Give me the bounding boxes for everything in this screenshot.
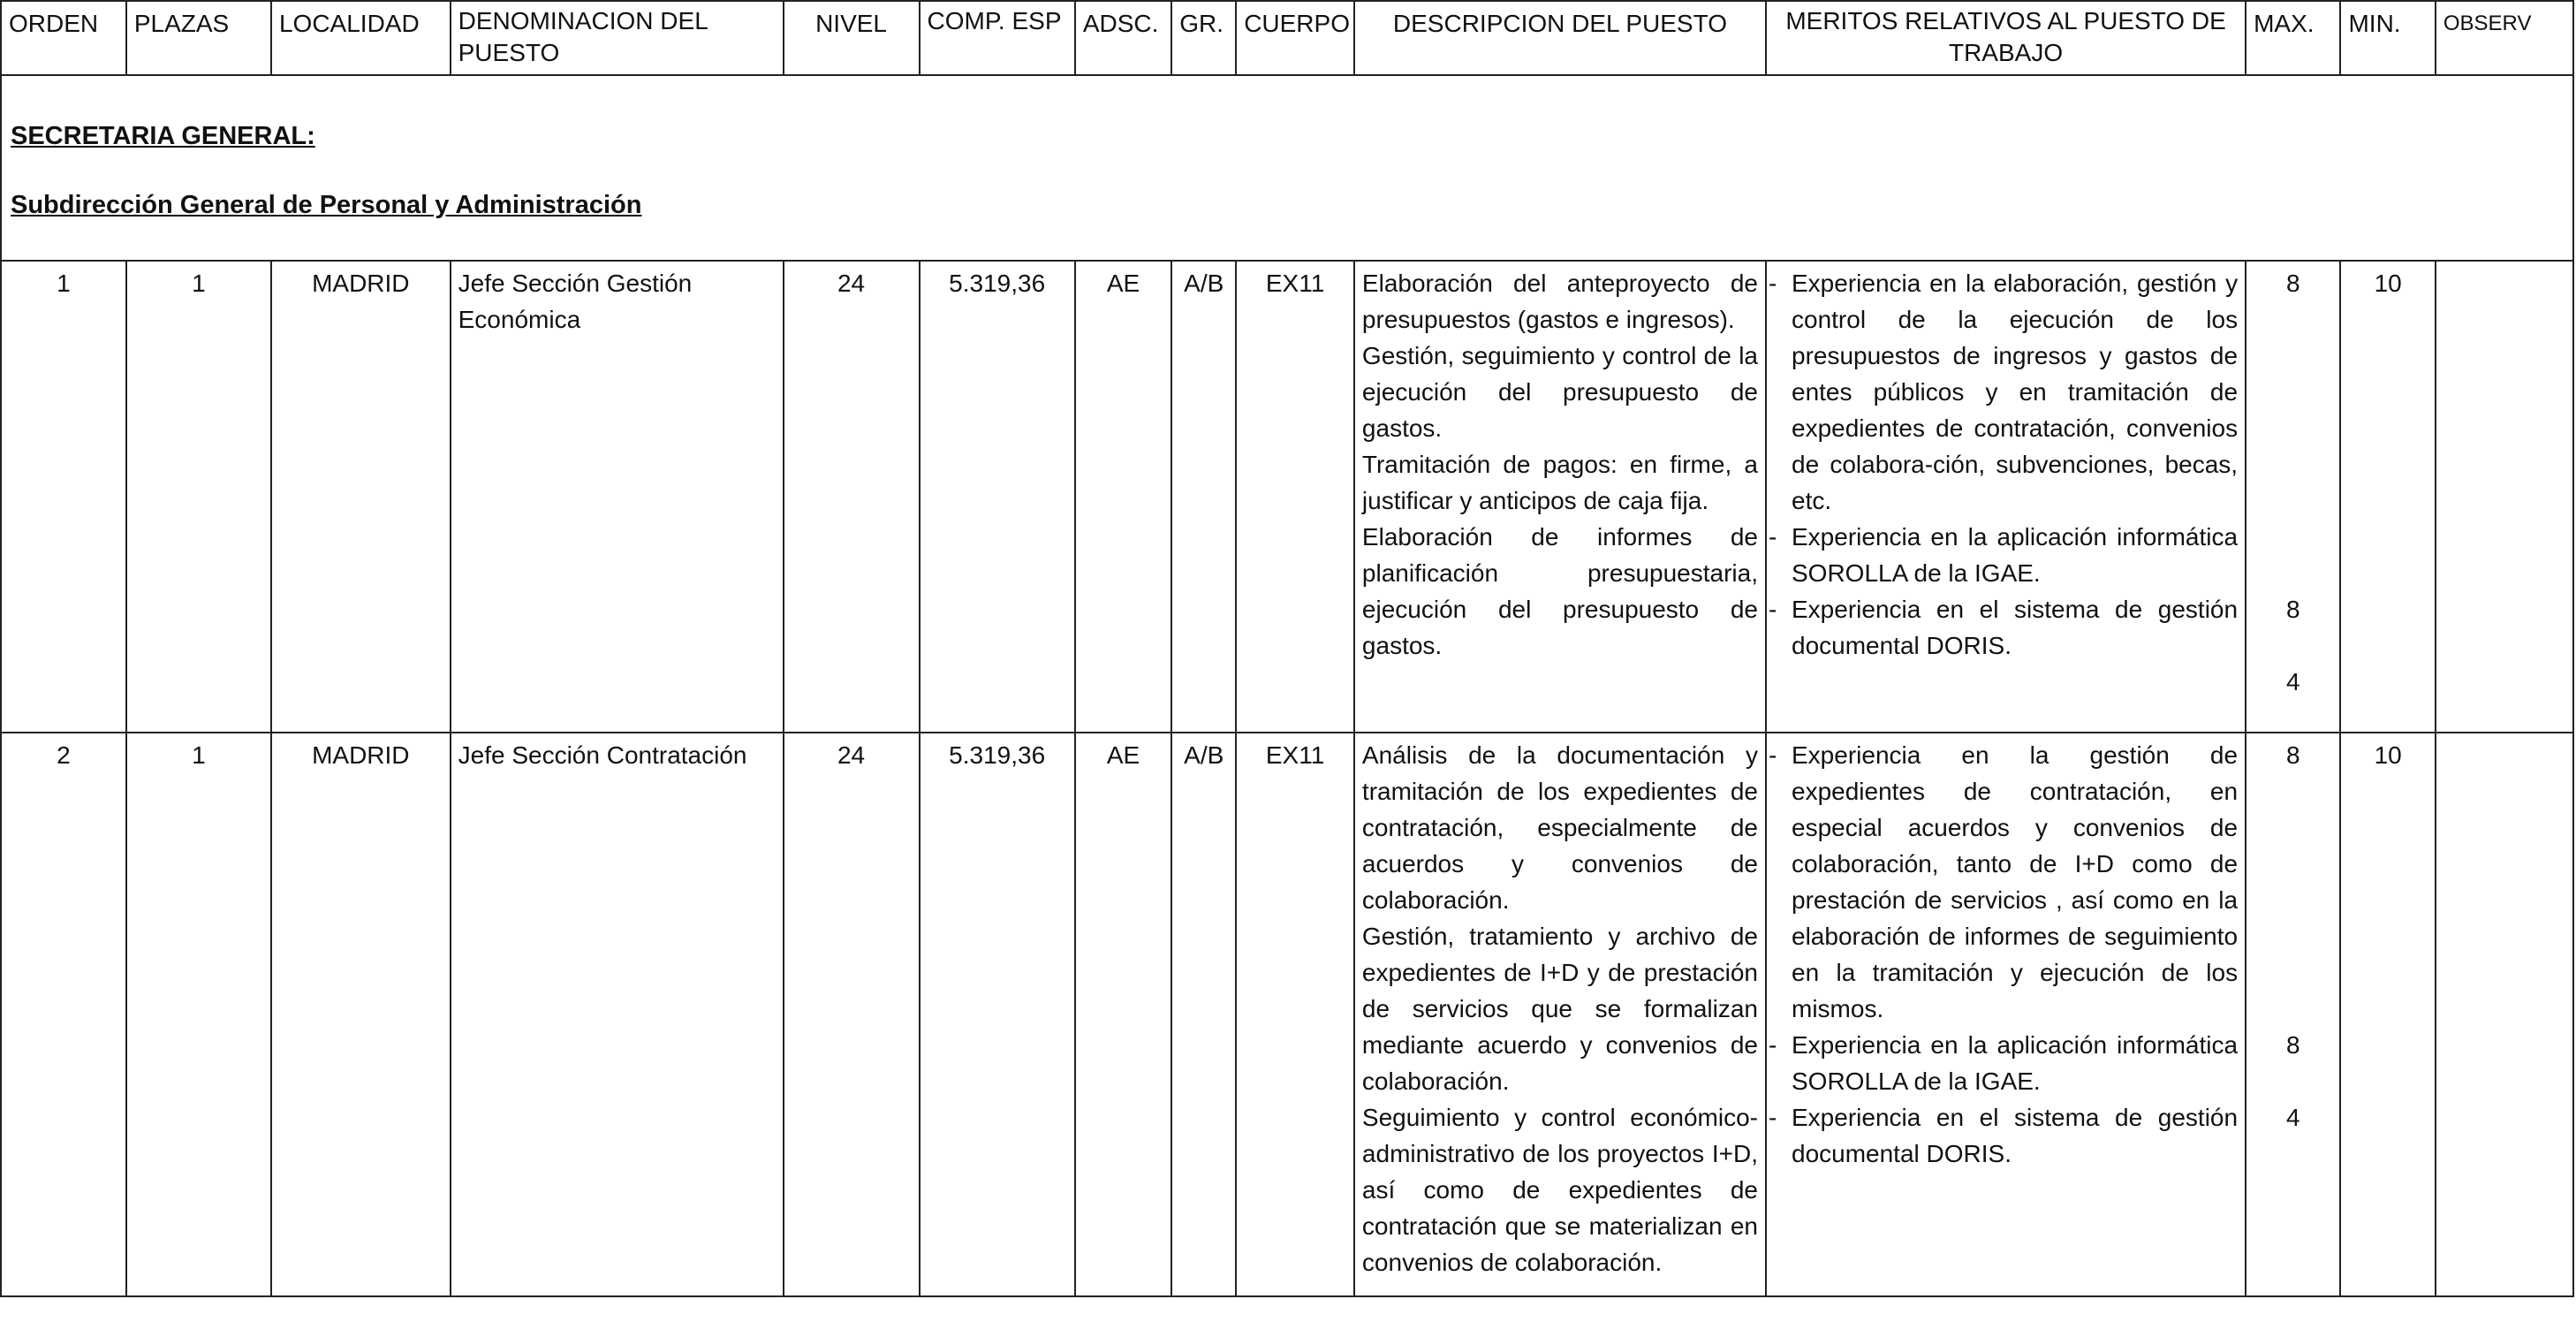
adsc-cell: AE (1075, 733, 1171, 1296)
max-value: 8 (2285, 596, 2300, 623)
header-max: MAX. (2246, 1, 2340, 75)
header-denominacion: DENOMINACION DEL PUESTO (451, 1, 784, 75)
descripcion-paragraph: Seguimiento y control económico-administrativo de los proyectos I+D, así como de expedientes de contratación que se materializan en convenios de colaboración. (1361, 1104, 1758, 1276)
header-plazas: PLAZAS (126, 1, 271, 75)
min-cell: 10 (2340, 733, 2435, 1296)
orden-cell: 1 (1, 261, 126, 733)
section-row (1, 75, 2573, 261)
dash-bullet: - (1769, 1031, 1777, 1059)
header-observ: OBSERV (2436, 1, 2573, 75)
merit-text: Experiencia en el sistema de gestión documental DORIS. (1792, 1104, 2239, 1167)
descripcion-paragraph: Análisis de la documentación y tramitación de los expedientes de contratación, especialmente de acuerdos y convenios de colaboración. (1361, 741, 1758, 914)
header-nivel: NIVEL (784, 1, 920, 75)
descripcion-cell (1354, 261, 1766, 733)
descripcion-paragraph: Gestión, tratamiento y archivo de expedientes de I+D y de prestación de servicios que se formalizan mediante acuerdo y convenios de colaboración. (1361, 923, 1758, 1095)
meritos-cell (1766, 261, 2246, 733)
header-gr: GR. (1171, 1, 1236, 75)
dash-bullet: - (1769, 270, 1777, 297)
comp-esp-cell: 5.319,36 (920, 261, 1075, 733)
adsc-cell: AE (1075, 261, 1171, 733)
cuerpo-cell: EX11 (1236, 261, 1354, 733)
max-value: 4 (2285, 668, 2300, 695)
comp-esp-cell: 5.319,36 (920, 733, 1075, 1296)
meritos-cell (1766, 733, 2246, 1296)
merit-text: Experiencia en la gestión de expedientes de contratación, en especial acuerdos y convenios de colaboración, tanto de I+D como de prestación de servicios , así como en la elaboración de informes de seguimiento en la tramitación y ejecución de los mismos. (1792, 741, 2239, 1022)
observ-cell (2436, 733, 2573, 1296)
header-meritos: MERITOS RELATIVOS AL PUESTO DE TRABAJO (1766, 1, 2246, 75)
nivel-cell: 24 (784, 261, 920, 733)
header-orden: ORDEN (1, 1, 126, 75)
max-value: 4 (2285, 1104, 2300, 1131)
table-row (1, 733, 2573, 1296)
localidad-cell: MADRID (271, 733, 451, 1296)
header-comp-esp: COMP. ESP (920, 1, 1075, 75)
merit-text: Experiencia en el sistema de gestión documental DORIS. (1792, 596, 2239, 659)
localidad-cell: MADRID (271, 261, 451, 733)
descripcion-paragraph: Elaboración de informes de planificación presupuestaria, ejecución del presupuesto de gastos. (1361, 523, 1758, 659)
observ-cell (2436, 261, 2573, 733)
dash-bullet: - (1769, 596, 1777, 623)
merit-text: Experiencia en la aplicación informática SOROLLA de la IGAE. (1792, 1031, 2239, 1095)
section-cell (1, 75, 2573, 261)
merit-text: Experiencia en la aplicación informática SOROLLA de la IGAE. (1792, 523, 2239, 587)
header-cuerpo: CUERPO (1236, 1, 1354, 75)
dash-bullet: - (1769, 741, 1777, 769)
header-adsc: ADSC. (1075, 1, 1171, 75)
header-descripcion: DESCRIPCION DEL PUESTO (1354, 1, 1766, 75)
merit-item (1769, 737, 2238, 1027)
section-subtitle: Subdirección General de Personal y Administración (11, 191, 642, 219)
merit-item (1769, 519, 2238, 591)
min-cell: 10 (2340, 261, 2435, 733)
max-value: 8 (2285, 741, 2300, 769)
max-cell (2246, 733, 2340, 1296)
plazas-cell: 1 (126, 733, 271, 1296)
dash-bullet: - (1769, 523, 1777, 551)
orden-cell: 2 (1, 733, 126, 1296)
merit-item (1769, 591, 2238, 664)
header-localidad: LOCALIDAD (271, 1, 451, 75)
max-value: 8 (2285, 270, 2300, 297)
descripcion-paragraph: Tramitación de pagos: en firme, a justificar y anticipos de caja fija. (1361, 451, 1758, 514)
descripcion-cell (1354, 733, 1766, 1296)
merit-item (1769, 1099, 2238, 1172)
max-value: 8 (2285, 1031, 2300, 1059)
gr-cell: A/B (1171, 261, 1236, 733)
descripcion-paragraph: Elaboración del anteproyecto de presupuestos (gastos e ingresos). (1361, 270, 1758, 333)
merit-item (1769, 265, 2238, 519)
denominacion-cell: Jefe Sección Contratación (451, 733, 784, 1296)
header-row (1, 1, 2573, 75)
denominacion-cell: Jefe Sección Gestión Económica (451, 261, 784, 733)
merit-item (1769, 1027, 2238, 1099)
header-min: MIN. (2340, 1, 2435, 75)
section-title: SECRETARIA GENERAL: (11, 122, 315, 150)
nivel-cell: 24 (784, 733, 920, 1296)
plazas-cell: 1 (126, 261, 271, 733)
cuerpo-cell: EX11 (1236, 733, 1354, 1296)
descripcion-paragraph: Gestión, seguimiento y control de la ejecución del presupuesto de gastos. (1361, 342, 1758, 442)
table-row (1, 261, 2573, 733)
merit-text: Experiencia en la elaboración, gestión y control de la ejecución de los presupuestos de ingresos y gastos de entes públicos y en tramitación de expedientes de contratación, convenios de colabora-ción, subvenciones, becas, etc. (1792, 270, 2239, 514)
dash-bullet: - (1769, 1104, 1777, 1131)
gr-cell: A/B (1171, 733, 1236, 1296)
max-cell (2246, 261, 2340, 733)
